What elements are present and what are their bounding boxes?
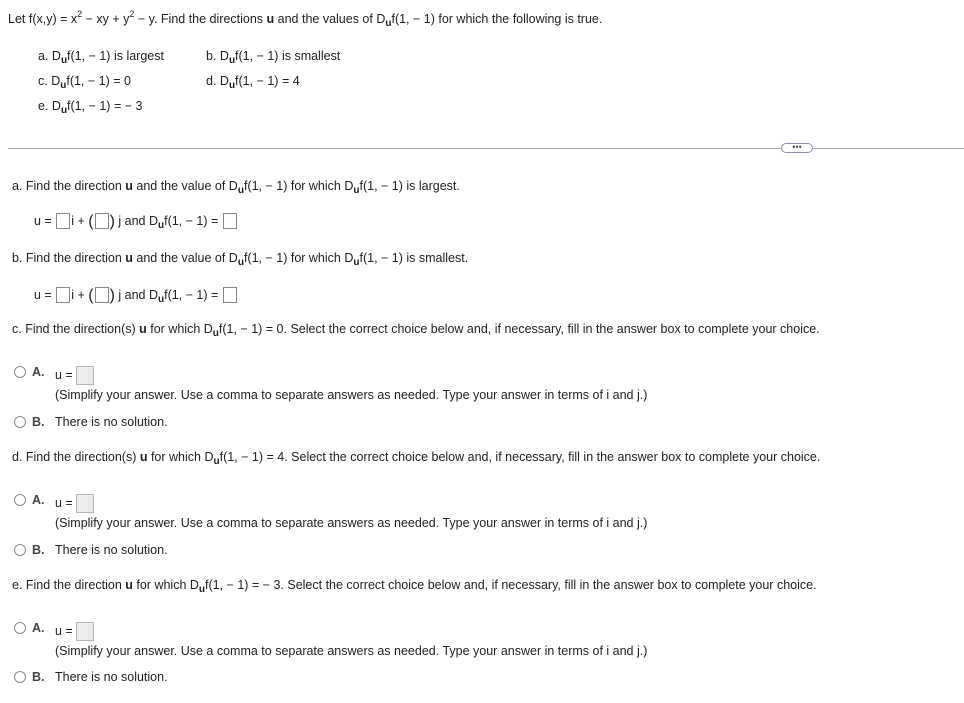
- option-e-a-answer: [55, 622, 94, 641]
- subscript-u: u: [237, 185, 244, 196]
- u-equals-label: u =: [55, 624, 73, 638]
- case-e: [38, 99, 143, 116]
- question-e: [12, 578, 817, 595]
- option-a-label: A.: [32, 621, 45, 635]
- question-text: for which D: [146, 322, 213, 336]
- problem-text: − y. Find the directions: [134, 12, 267, 26]
- question-text: f(1, − 1) is smallest.: [359, 251, 469, 265]
- vector-u: u: [139, 450, 148, 464]
- option-a-label: A.: [32, 365, 45, 379]
- question-text: f(1, − 1) for which D: [243, 251, 354, 265]
- case-text: f(1, − 1) = − 3: [67, 99, 143, 113]
- question-text: and the value of D: [132, 179, 238, 193]
- answer-input-e[interactable]: [76, 622, 94, 641]
- answer-row-b: [34, 287, 238, 305]
- question-b: [12, 251, 469, 268]
- case-label: c. D: [38, 74, 61, 88]
- vector-u: u: [125, 578, 133, 592]
- option-a-label: A.: [32, 493, 45, 507]
- option-b-label: B.: [32, 670, 45, 684]
- radio-d-a[interactable]: [14, 494, 26, 506]
- vector-u: u: [125, 251, 133, 265]
- hint-text: (Simplify your answer. Use a comma to separate answers as needed. Type your answer in terms of i and j.): [55, 388, 648, 402]
- question-text: f(1, − 1) is largest.: [359, 179, 460, 193]
- question-text: f(1, − 1) for which D: [243, 179, 354, 193]
- case-text: f(1, − 1) is smallest: [235, 49, 341, 63]
- no-solution-text: There is no solution.: [55, 670, 168, 684]
- answer-input-d[interactable]: [76, 494, 94, 513]
- case-label: a. D: [38, 49, 61, 63]
- case-label: d. D: [206, 74, 229, 88]
- value-input-a[interactable]: [223, 213, 237, 229]
- subscript-u: u: [158, 294, 165, 305]
- subscript-u: u: [353, 185, 360, 196]
- u-equals-label: u =: [34, 214, 52, 228]
- hint-text: (Simplify your answer. Use a comma to separate answers as needed. Type your answer in terms of i and j.): [55, 644, 648, 658]
- j-and-label: j and D: [118, 214, 159, 228]
- subscript-u: u: [212, 328, 219, 339]
- value-input-b[interactable]: [223, 287, 237, 303]
- problem-text: and the values of D: [274, 12, 386, 26]
- question-text: a. Find the direction: [12, 179, 126, 193]
- i-coefficient-input-b[interactable]: [56, 287, 70, 303]
- question-c: [12, 322, 820, 339]
- option-d-a-answer: [55, 494, 94, 513]
- subscript-u: u: [228, 55, 236, 66]
- question-text: f(1, − 1) = − 3. Select the correct choice below and, if necessary, fill in the answer box to complete your choice.: [205, 578, 817, 592]
- question-text: for which D: [147, 450, 214, 464]
- u-equals-label: u =: [55, 496, 73, 510]
- question-text: d. Find the direction(s): [12, 450, 140, 464]
- question-text: f(1, − 1) = 0. Select the correct choice below and, if necessary, fill in the answer box to complete your choice.: [218, 322, 820, 336]
- j-coefficient-input-b[interactable]: [95, 287, 109, 303]
- i-plus-label: i +: [71, 214, 85, 228]
- u-equals-label: u =: [34, 288, 52, 302]
- j-coefficient-input-a[interactable]: [95, 213, 109, 229]
- value-label: f(1, − 1) =: [164, 288, 219, 302]
- option-b-label: B.: [32, 543, 45, 557]
- i-coefficient-input-a[interactable]: [56, 213, 70, 229]
- vector-u: u: [266, 12, 275, 26]
- case-text: f(1, − 1) = 4: [235, 74, 300, 88]
- question-text: e. Find the direction: [12, 578, 126, 592]
- problem-text: f(1, − 1) for which the following is true.: [391, 12, 603, 26]
- hint-text: (Simplify your answer. Use a comma to separate answers as needed. Type your answer in terms of i and j.): [55, 516, 648, 530]
- left-paren: (: [88, 287, 94, 304]
- vector-u: u: [139, 322, 147, 336]
- question-text: b. Find the direction: [12, 251, 126, 265]
- case-d: [206, 74, 300, 91]
- u-equals-label: u =: [55, 368, 73, 382]
- radio-d-b[interactable]: [14, 544, 26, 556]
- section-divider: [8, 148, 964, 149]
- radio-c-b[interactable]: [14, 416, 26, 428]
- question-text: c. Find the direction(s): [12, 322, 140, 336]
- subscript-u: u: [237, 257, 244, 268]
- subscript-u: u: [158, 220, 165, 231]
- case-b: [206, 49, 341, 66]
- right-paren: ): [109, 213, 115, 230]
- j-and-label: j and D: [118, 288, 159, 302]
- subscript-u: u: [213, 456, 220, 467]
- answer-row-a: [34, 213, 238, 231]
- value-label: f(1, − 1) =: [164, 214, 219, 228]
- question-d: [12, 450, 821, 467]
- option-c-a-answer: [55, 366, 94, 385]
- radio-e-b[interactable]: [14, 671, 26, 683]
- subscript-u: u: [353, 257, 360, 268]
- problem-text: − xy + y: [82, 12, 130, 26]
- exponent: 2: [129, 9, 135, 19]
- case-label: e. D: [38, 99, 61, 113]
- question-text: and the value of D: [132, 251, 238, 265]
- exponent: 2: [77, 9, 83, 19]
- subscript-u: u: [385, 18, 392, 29]
- answer-input-c[interactable]: [76, 366, 94, 385]
- right-paren: ): [109, 287, 115, 304]
- more-options-button[interactable]: •••: [781, 143, 813, 153]
- no-solution-text: There is no solution.: [55, 415, 168, 429]
- left-paren: (: [88, 213, 94, 230]
- question-a: [12, 179, 460, 196]
- case-a: [38, 49, 164, 66]
- case-text: f(1, − 1) = 0: [66, 74, 131, 88]
- subscript-u: u: [60, 55, 68, 66]
- case-label: b. D: [206, 49, 229, 63]
- problem-text: Let f(x,y) = x: [8, 12, 78, 26]
- problem-statement: [8, 9, 603, 29]
- i-plus-label: i +: [71, 288, 85, 302]
- case-c: [38, 74, 131, 91]
- subscript-u: u: [228, 80, 236, 91]
- question-text: f(1, − 1) = 4. Select the correct choice below and, if necessary, fill in the answer box to complete your choice.: [219, 450, 821, 464]
- subscript-u: u: [198, 584, 206, 595]
- vector-u: u: [125, 179, 133, 193]
- subscript-u: u: [60, 105, 68, 116]
- option-b-label: B.: [32, 415, 45, 429]
- question-text: for which D: [132, 578, 199, 592]
- radio-e-a[interactable]: [14, 622, 26, 634]
- case-text: f(1, − 1) is largest: [67, 49, 164, 63]
- subscript-u: u: [60, 80, 67, 91]
- no-solution-text: There is no solution.: [55, 543, 168, 557]
- radio-c-a[interactable]: [14, 366, 26, 378]
